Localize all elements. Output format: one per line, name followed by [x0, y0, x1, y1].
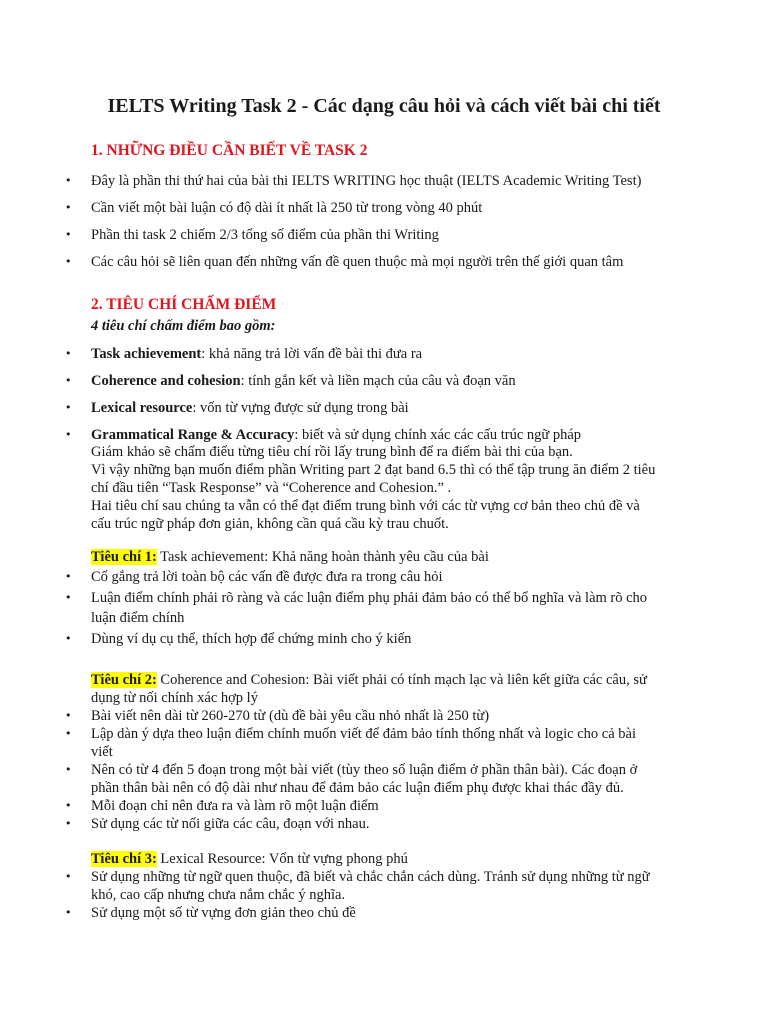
section-2-heading: 2. TIÊU CHÍ CHẤM ĐIỂM [91, 296, 277, 313]
criterion-1-title: Tiêu chí 1: Task achievement: Khả năng hoàn thành yêu cầu của bài [91, 549, 489, 565]
list-item: • Lexical resource: vốn từ vựng được sử dụng trong bài [65, 400, 409, 416]
highlight-label: Tiêu chí 1: [91, 549, 157, 565]
list-item: • Các câu hỏi sẽ liên quan đến những vấn đề quen thuộc mà mọi người trên thế giới quan tâm [65, 254, 624, 270]
list-item: • Phần thi task 2 chiếm 2/3 tổng số điểm của phần thi Writing [65, 227, 439, 243]
bullet-icon: • [65, 174, 72, 187]
list-item: • Đây là phần thi thứ hai của bài thi IELTS WRITING học thuật (IELTS Academic Writing Test) [65, 173, 642, 189]
list-item-continuation: khó, cao cấp nhưng chưa nắm chắc ý nghĩa. [91, 887, 346, 903]
list-item-continuation: luận điểm chính [91, 610, 185, 626]
section-2-subheading: 4 tiêu chí chấm điểm bao gồm: [91, 318, 276, 334]
bullet-icon: • [65, 817, 72, 830]
list-item: • Sử dụng các từ nối giữa các câu, đoạn với nhau. [65, 816, 370, 832]
bullet-icon: • [65, 401, 72, 414]
section-1-heading: 1. NHỮNG ĐIỀU CẦN BIẾT VỀ TASK 2 [91, 142, 368, 159]
bullet-icon: • [65, 727, 72, 740]
highlight-label: Tiêu chí 2: [91, 672, 157, 688]
list-item: • Coherence and cohesion: tính gắn kết và liền mạch của câu và đoạn văn [65, 373, 516, 389]
page-title: IELTS Writing Task 2 - Các dạng câu hỏi và cách viết bài chi tiết [107, 95, 661, 117]
list-item-continuation: viết [91, 744, 113, 760]
bullet-icon: • [65, 799, 72, 812]
bullet-icon: • [65, 632, 72, 645]
bullet-icon: • [65, 228, 72, 241]
paragraph: Giám khảo sẽ chấm điểu từng tiêu chí rồi lấy trung bình để ra điểm bài thi của bạn. [91, 444, 573, 460]
list-item: • Dùng ví dụ cụ thể, thích hợp để chứng minh cho ý kiến [65, 631, 412, 647]
bullet-icon: • [65, 709, 72, 722]
list-item: • Grammatical Range & Accuracy: biết và sử dụng chính xác các cấu trúc ngữ pháp [65, 427, 582, 443]
bullet-icon: • [65, 201, 72, 214]
paragraph-line: Hai tiêu chí sau chúng ta vẫn có thể đạt điểm trung bình với các từ vựng cơ bản theo chủ đề và [91, 498, 640, 514]
paragraph-line: chí đầu tiên “Task Response” và “Coherence and Cohesion.” . [91, 480, 452, 496]
bullet-icon: • [65, 347, 72, 360]
criterion-2-title: Tiêu chí 2: Coherence and Cohesion: Bài viết phải có tính mạch lạc và liên kết giữa các câu, sử [91, 672, 647, 688]
bullet-icon: • [65, 428, 72, 441]
list-item-continuation: phần thân bài nên có độ dài như nhau để đảm bảo các luận điểm phụ được khai thác đầy đủ. [91, 780, 624, 796]
bullet-icon: • [65, 870, 72, 883]
bullet-icon: • [65, 570, 72, 583]
list-item: • Luận điểm chính phải rõ ràng và các luận điểm phụ phải đảm bảo có thể bổ nghĩa và làm rõ cho [65, 590, 648, 606]
list-item: • Lập dàn ý dựa theo luận điểm chính muốn viết để đảm bảo tính thống nhất và logic cho cả bài [65, 726, 637, 742]
paragraph-line: Vì vậy những bạn muốn điểm phần Writing part 2 đạt band 6.5 thì có thể tập trung ăn điểm 2 tiêu [91, 462, 656, 478]
list-item: • Mỗi đoạn chỉ nên đưa ra và làm rõ một luận điểm [65, 798, 379, 814]
bullet-icon: • [65, 591, 72, 604]
bullet-icon: • [65, 763, 72, 776]
list-item: • Sử dụng một số từ vựng đơn giản theo chủ đề [65, 905, 356, 921]
list-item: • Sử dụng những từ ngữ quen thuộc, đã biết và chắc chắn cách dùng. Tránh sử dụng những từ ngữ [65, 869, 650, 885]
highlight-label: Tiêu chí 3: [91, 851, 157, 867]
criterion-3-title: Tiêu chí 3: Lexical Resource: Vốn từ vựng phong phú [91, 851, 408, 867]
list-item: • Task achievement: khả năng trả lời vấn đề bài thi đưa ra [65, 346, 423, 362]
paragraph-line: cấu trúc ngữ pháp đơn giản, không cần quá cầu kỳ trau chuốt. [91, 516, 449, 532]
bullet-icon: • [65, 255, 72, 268]
bullet-icon: • [65, 374, 72, 387]
list-item: • Nên có từ 4 đến 5 đoạn trong một bài viết (tùy theo số luận điểm ở phần thân bài). Các đoạn ở [65, 762, 638, 778]
list-item: • Cố gắng trả lời toàn bộ các vấn đề được đưa ra trong câu hỏi [65, 569, 443, 585]
list-item: • Cần viết một bài luận có độ dài ít nhất là 250 từ trong vòng 40 phút [65, 200, 483, 216]
bullet-icon: • [65, 906, 72, 919]
criterion-2-title-line2: dụng từ nối chính xác hợp lý [91, 690, 258, 706]
list-item: • Bài viết nên dài từ 260-270 từ (dù đề bài yêu cầu nhỏ nhất là 250 từ) [65, 708, 490, 724]
